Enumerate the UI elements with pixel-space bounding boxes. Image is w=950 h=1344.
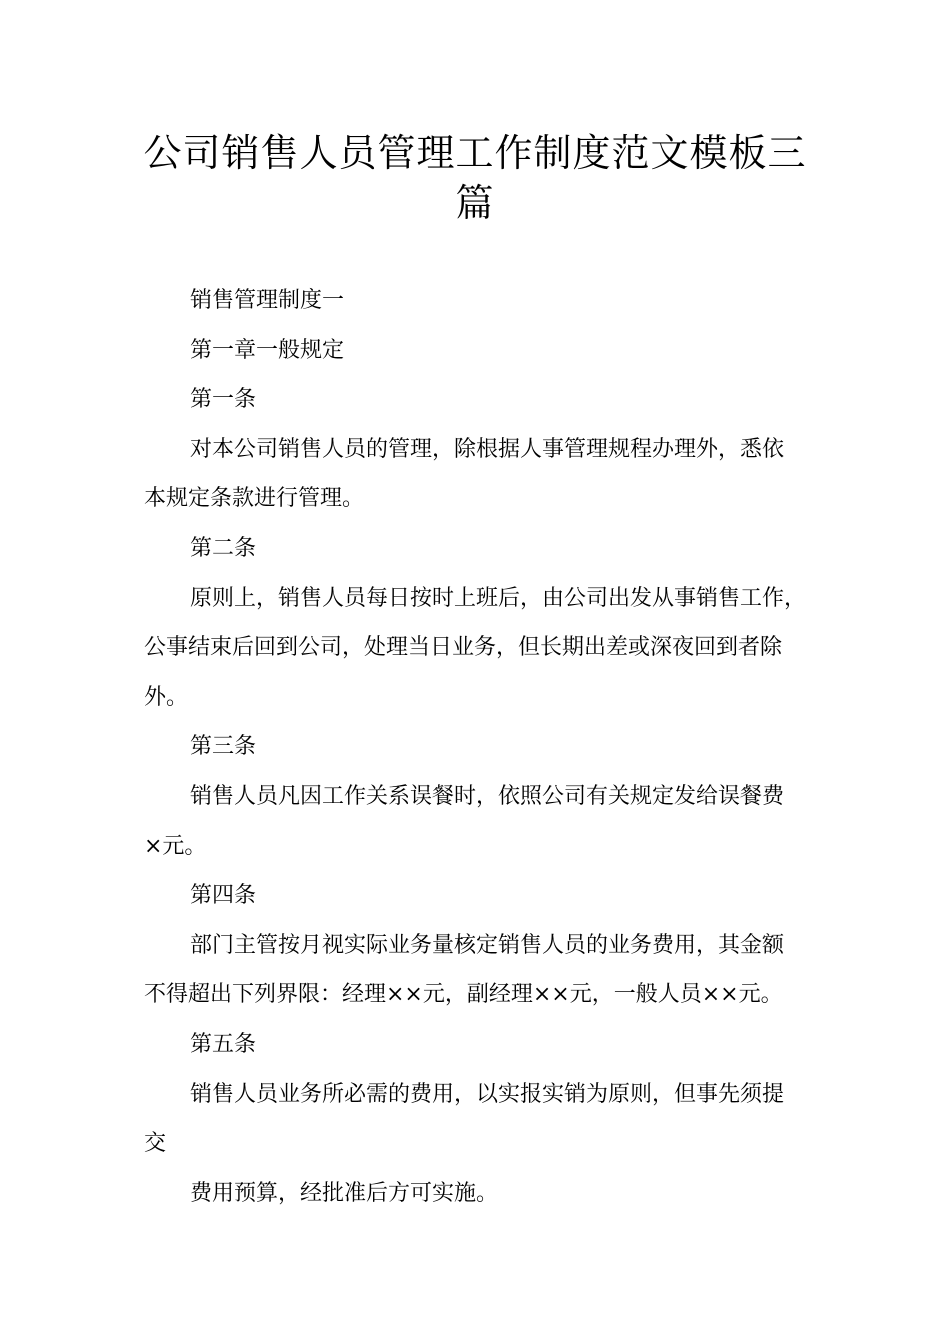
paragraph (144, 326, 812, 376)
paragraph-line: 第一章一般规定 (190, 337, 345, 363)
paragraph (144, 1020, 812, 1070)
paragraph (144, 921, 812, 1020)
paragraph (144, 276, 812, 326)
paragraph (144, 1070, 812, 1169)
paragraph-line: 外。 (144, 684, 189, 710)
paragraph-line: 第四条 (190, 883, 257, 909)
paragraph-line: 第三条 (190, 734, 257, 760)
paragraph (144, 375, 812, 425)
paragraph-line: 部门主管按月视实际业务量核定销售人员的业务费用，其金额 (190, 932, 785, 958)
title-line-2: 篇 (455, 181, 495, 225)
paragraph (144, 1169, 812, 1219)
paragraph-line: 不得超出下列界限：经理××元，副经理××元，一般人员××元。 (144, 982, 783, 1008)
paragraph-line: 本规定条款进行管理。 (144, 486, 365, 512)
paragraph-line: 公事结束后回到公司，处理当日业务，但长期出差或深夜回到者除 (144, 635, 783, 661)
paragraph-line: 销售人员业务所必需的费用，以实报实销为原则，但事先须提 (190, 1081, 785, 1107)
paragraph-line: 第一条 (190, 387, 257, 413)
paragraph (144, 772, 812, 871)
paragraph (144, 722, 812, 772)
document-body (144, 276, 812, 1218)
paragraph (144, 425, 812, 524)
title-line-1: 公司销售人员管理工作制度范文模板三 (143, 131, 807, 175)
paragraph (144, 871, 812, 921)
paragraph-line: 原则上，销售人员每日按时上班后，由公司出发从事销售工作， (190, 585, 807, 611)
paragraph-line: 费用预算，经批准后方可实施。 (190, 1180, 499, 1206)
paragraph-line: 销售人员凡因工作关系误餐时，依照公司有关规定发给误餐费 (190, 783, 785, 809)
paragraph (144, 524, 812, 574)
paragraph-line: 第二条 (190, 535, 257, 561)
paragraph-line: 第五条 (190, 1031, 257, 1057)
paragraph-line: 销售管理制度一 (190, 288, 345, 313)
paragraph (144, 574, 812, 723)
paragraph-line: ×元。 (144, 833, 207, 859)
paragraph-line: 对本公司销售人员的管理，除根据人事管理规程办理外，悉依 (190, 436, 785, 462)
document-title (140, 128, 810, 228)
paragraph-line: 交 (144, 1131, 167, 1157)
